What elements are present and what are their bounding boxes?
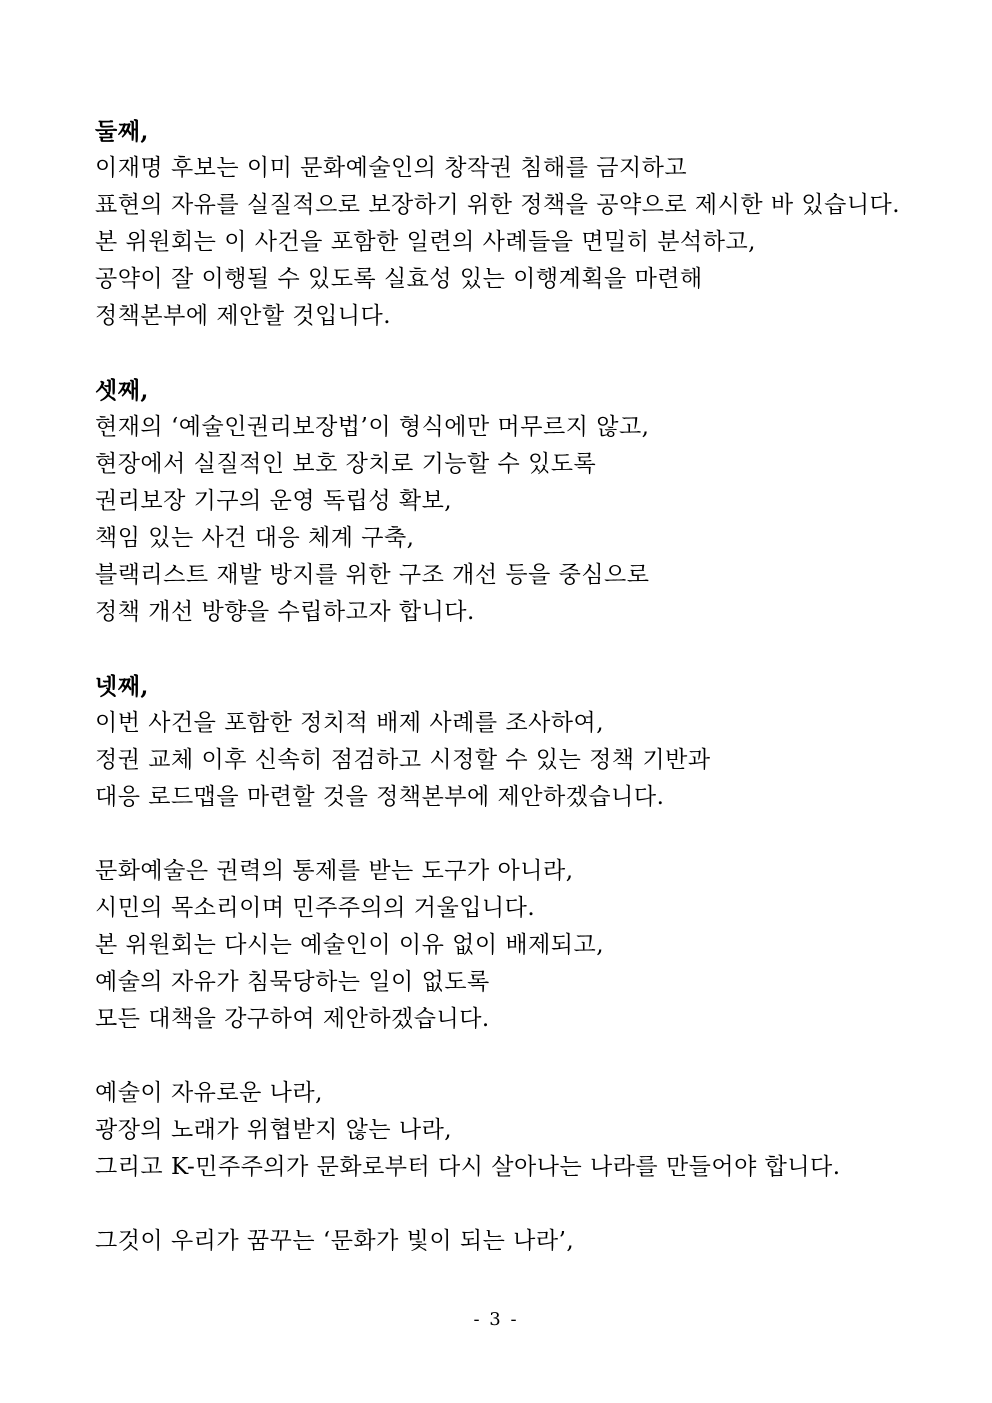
body-line: 정책 개선 방향을 수립하고자 합니다. xyxy=(95,599,475,625)
body-line: 예술의 자유가 침묵당하는 일이 없도록 xyxy=(95,969,490,995)
section-heading: 넷째, xyxy=(95,673,149,700)
body-line: 정책본부에 제안할 것입니다. xyxy=(95,303,392,329)
body-line: 이재명 후보는 이미 문화예술인의 창작권 침해를 금지하고 xyxy=(95,155,688,181)
section-heading: 셋째, xyxy=(95,377,149,404)
body-line: 대응 로드맵을 마련할 것을 정책본부에 제안하겠습니다. xyxy=(95,784,665,810)
body-line: 본 위원회는 다시는 예술인이 이유 없이 배제되고, xyxy=(95,932,605,958)
body-line: 표현의 자유를 실질적으로 보장하기 위한 정책을 공약으로 제시한 바 있습니다. xyxy=(95,192,901,218)
body-line: 본 위원회는 이 사건을 포함한 일련의 사례들을 면밀히 분석하고, xyxy=(95,229,756,255)
paragraph-gap xyxy=(95,1186,955,1223)
body-line: 공약이 잘 이행될 수 있도록 실효성 있는 이행계획을 마련해 xyxy=(95,266,703,292)
paragraph-gap xyxy=(95,335,955,372)
body-line: 현재의 ‘예술인권리보장법’이 형식에만 머무르지 않고, xyxy=(95,414,650,440)
body-line: 블랙리스트 재발 방지를 위한 구조 개선 등을 중심으로 xyxy=(95,562,650,588)
body-line: 이번 사건을 포함한 정치적 배제 사례를 조사하여, xyxy=(95,710,605,736)
body-line: 책임 있는 사건 대응 체계 구축, xyxy=(95,525,415,551)
paragraph-gap xyxy=(95,1038,955,1075)
document-body xyxy=(95,113,955,1260)
page-number: - 3 - xyxy=(473,1309,519,1330)
body-line: 광장의 노래가 위협받지 않는 나라, xyxy=(95,1117,453,1143)
paragraph-gap xyxy=(95,816,955,853)
body-line: 예술이 자유로운 나라, xyxy=(95,1080,323,1106)
paragraph-gap xyxy=(95,631,955,668)
body-line: 현장에서 실질적인 보호 장치로 기능할 수 있도록 xyxy=(95,451,597,477)
body-line: 문화예술은 권력의 통제를 받는 도구가 아니라, xyxy=(95,858,574,884)
body-line: 정권 교체 이후 신속히 점검하고 시정할 수 있는 정책 기반과 xyxy=(95,747,711,773)
body-line: 권리보장 기구의 운영 독립성 확보, xyxy=(95,488,453,514)
body-line: 모든 대책을 강구하여 제안하겠습니다. xyxy=(95,1006,490,1032)
section-heading: 둘째, xyxy=(95,118,149,145)
body-line: 그것이 우리가 꿈꾸는 ‘문화가 빛이 되는 나라’, xyxy=(95,1228,575,1254)
body-line: 그리고 K-민주주의가 문화로부터 다시 살아나는 나라를 만들어야 합니다. xyxy=(95,1154,841,1180)
body-line: 시민의 목소리이며 민주주의의 거울입니다. xyxy=(95,895,536,921)
